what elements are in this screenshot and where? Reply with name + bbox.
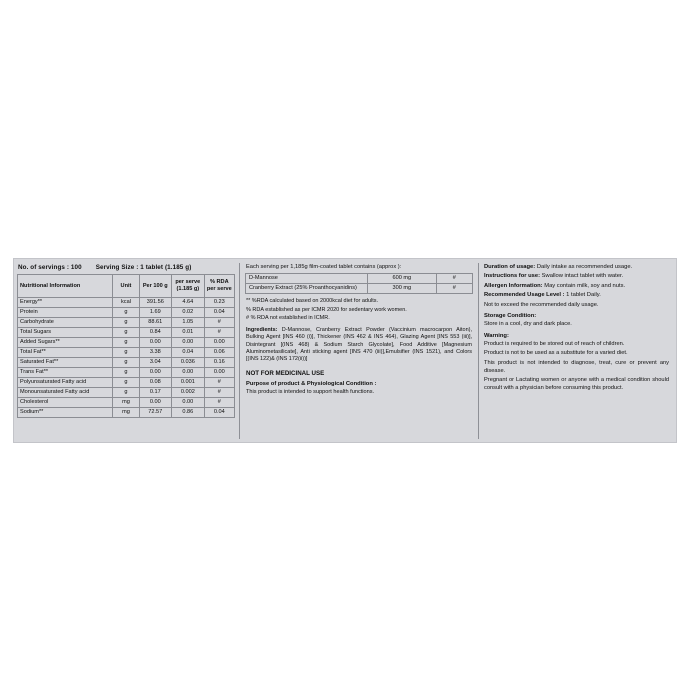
nutrient-perserve: 0.001 xyxy=(172,378,205,388)
nutrient-unit: g xyxy=(113,368,139,378)
nutrient-name: Monounsaturated Fatty acid xyxy=(18,388,113,398)
recommended-text: 1 tablet Daily. xyxy=(564,292,601,299)
ingredients-label: Ingredients: xyxy=(246,326,278,333)
duration-of-usage xyxy=(484,263,669,271)
nutrient-unit: g xyxy=(113,358,139,368)
table-row xyxy=(246,284,473,294)
nutrient-rda: 0.23 xyxy=(204,298,234,308)
nutrient-per100g: 72.57 xyxy=(139,408,172,418)
nutrient-name: Cholesterol xyxy=(18,398,113,408)
recommended-label: Recommended Usage Level : xyxy=(484,292,565,299)
col-header-per-100g: Per 100 g xyxy=(139,275,172,298)
nutrient-per100g: 3.04 xyxy=(139,358,172,368)
table-row xyxy=(18,338,235,348)
servings-header xyxy=(18,263,235,272)
nutrient-per100g: 3.38 xyxy=(139,348,172,358)
nutrient-name: Polyunsaturated Fatty acid xyxy=(18,378,113,388)
nutrient-per100g: 0.00 xyxy=(139,338,172,348)
nutrient-perserve: 0.00 xyxy=(172,398,205,408)
ingredient-amount: 300 mg xyxy=(368,284,436,294)
nutrition-table xyxy=(17,274,235,418)
table-row xyxy=(18,308,235,318)
instructions-label: Instructions for use: xyxy=(484,273,541,280)
rda-note-1: ** %RDA calculated based on 2000kcal diet for adults. xyxy=(246,298,379,304)
table-row xyxy=(18,398,235,408)
duration-text: Daily intake as recommended usage. xyxy=(535,264,633,270)
ingredient-rda: # xyxy=(436,284,473,294)
nutrient-perserve: 0.00 xyxy=(172,368,205,378)
nutrient-per100g: 0.08 xyxy=(139,378,172,388)
nutrient-perserve: 0.04 xyxy=(172,348,205,358)
warning-item: This product is not intended to diagnose, treat, cure or prevent any disease. xyxy=(484,359,669,374)
nutrient-unit: kcal xyxy=(113,298,139,308)
nutrient-unit: g xyxy=(113,388,139,398)
table-row xyxy=(18,378,235,388)
col-header-rda: % RDA per serve xyxy=(204,275,234,298)
nutrient-unit: g xyxy=(113,338,139,348)
table-row xyxy=(18,348,235,358)
rda-note-3: # % RDA not established in ICMR. xyxy=(246,315,330,322)
nutrient-unit: g xyxy=(113,308,139,318)
nutrient-unit: mg xyxy=(113,398,139,408)
nutrient-perserve: 4.64 xyxy=(172,298,205,308)
nutrient-name: Trans Fat** xyxy=(18,368,113,378)
nutrient-rda: 0.04 xyxy=(204,308,234,318)
serving-size: Serving Size : 1 tablet (1.185 g) xyxy=(95,264,192,271)
nutrient-rda: # xyxy=(204,398,234,408)
serving-contents-heading: Each serving per 1,185g film-coated tablet contains (approx ): xyxy=(246,264,402,270)
storage-text: Store in a cool, dry and dark place. xyxy=(484,321,572,328)
ingredient-name: Cranberry Extract (25% Proanthocyanidins) xyxy=(246,284,368,294)
nutrient-per100g: 0.00 xyxy=(139,368,172,378)
instructions-for-use xyxy=(484,272,669,280)
warning-item: Pregnant or Lactating women or anyone with a medical condition should consult with a physician before consuming this product. xyxy=(484,377,669,392)
table-row xyxy=(18,388,235,398)
table-row xyxy=(18,368,235,378)
nutrient-unit: g xyxy=(113,348,139,358)
usage-column xyxy=(478,263,673,439)
serving-contents-table xyxy=(245,273,473,294)
ingredient-name: D-Mannose xyxy=(246,274,368,284)
nutrient-rda: # xyxy=(204,318,234,328)
table-row xyxy=(18,358,235,368)
nutrient-perserve: 1.05 xyxy=(172,318,205,328)
duration-label: Duration of usage: xyxy=(484,264,536,270)
nutrient-name: Protein xyxy=(18,308,113,318)
supplement-label-panel xyxy=(13,258,677,443)
storage-heading: Storage Condition: xyxy=(484,312,537,319)
rda-note-2: % RDA established as per ICMR 2020 for sedentary work women. xyxy=(246,306,407,313)
nutrient-perserve: 0.002 xyxy=(172,388,205,398)
nutrient-name: Total Fat** xyxy=(18,348,113,358)
nutrient-per100g: 0.00 xyxy=(139,398,172,408)
nutrient-rda: # xyxy=(204,388,234,398)
servings-count: No. of servings : 100 xyxy=(18,264,82,271)
nutrient-perserve: 0.86 xyxy=(172,408,205,418)
col-header-unit: Unit xyxy=(113,275,139,298)
nutrient-unit: g xyxy=(113,328,139,338)
not-exceed-text: Not to exceed the recommended daily usage. xyxy=(484,301,599,308)
nutrient-rda: 0.06 xyxy=(204,348,234,358)
nutrient-name: Total Sugars xyxy=(18,328,113,338)
table-row xyxy=(18,318,235,328)
warning-item: Product is required to be stored out of reach of children. xyxy=(484,341,625,348)
nutrient-rda: 0.00 xyxy=(204,368,234,378)
table-header-row xyxy=(18,275,235,298)
table-row xyxy=(18,328,235,338)
nutrient-name: Added Sugars** xyxy=(18,338,113,348)
table-row xyxy=(18,298,235,308)
table-row xyxy=(246,274,473,284)
recommended-usage-level xyxy=(484,291,669,299)
nutrient-rda: 0.00 xyxy=(204,338,234,348)
nutrient-name: Sodium** xyxy=(18,408,113,418)
nutrient-perserve: 0.01 xyxy=(172,328,205,338)
nutrient-perserve: 0.02 xyxy=(172,308,205,318)
col-header-nutrient: Nutritional Information xyxy=(18,275,113,298)
nutrition-column xyxy=(17,263,239,439)
nutrient-per100g: 0.84 xyxy=(139,328,172,338)
nutrient-unit: g xyxy=(113,378,139,388)
table-row xyxy=(18,408,235,418)
ingredients-column xyxy=(239,263,478,439)
not-for-medicinal-use: NOT FOR MEDICINAL USE xyxy=(246,369,325,377)
nutrient-unit: g xyxy=(113,318,139,328)
warning-item: Product is not to be used as a substitute for a varied diet. xyxy=(484,350,628,357)
nutrient-perserve: 0.00 xyxy=(172,338,205,348)
nutrient-rda: # xyxy=(204,378,234,388)
ingredient-rda: # xyxy=(436,274,473,284)
nutrient-per100g: 0.17 xyxy=(139,388,172,398)
allergen-label: Allergen Information: xyxy=(484,282,543,289)
ingredients-text: D-Mannose, Cranberry Extract Powder (Vaccinium macrocarpon Aiton), Bulking Agent [INS 460 (i)], Thickener (INS 462 & INS 464), Glazing Agent [INS 553 (iii)], Disintegrant [(INS 468) & Sodium Starch Glycolate], Food Additive [Magnesium Aluminometasilicate], Anti sticking agent [INS 470 (iii)],Emulsifier (INS 1521), and Colors [(INS 122)& (INS 172(ii))] xyxy=(246,326,472,363)
nutrient-name: Carbohydrate xyxy=(18,318,113,328)
purpose-title: Purpose of product & Physiological Condition : xyxy=(246,380,377,387)
ingredient-amount: 600 mg xyxy=(368,274,436,284)
nutrient-per100g: 391.56 xyxy=(139,298,172,308)
instructions-text: Swallow intact tablet with water. xyxy=(540,273,624,280)
ingredients-paragraph xyxy=(246,327,472,364)
nutrient-per100g: 1.69 xyxy=(139,308,172,318)
nutrient-perserve: 0.036 xyxy=(172,358,205,368)
nutrient-rda: # xyxy=(204,328,234,338)
allergen-text: May contain milk, soy and nuts. xyxy=(542,282,626,289)
nutrient-name: Saturated Fat** xyxy=(18,358,113,368)
nutrient-rda: 0.04 xyxy=(204,408,234,418)
nutrient-name: Energy** xyxy=(18,298,113,308)
purpose-text: This product is intended to support health functions. xyxy=(246,388,375,395)
nutrient-rda: 0.16 xyxy=(204,358,234,368)
nutrient-per100g: 88.61 xyxy=(139,318,172,328)
col-header-per-serve: per serve (1.185 g) xyxy=(172,275,205,298)
warning-heading: Warning: xyxy=(484,332,509,339)
nutrient-unit: mg xyxy=(113,408,139,418)
allergen-information xyxy=(484,282,669,290)
